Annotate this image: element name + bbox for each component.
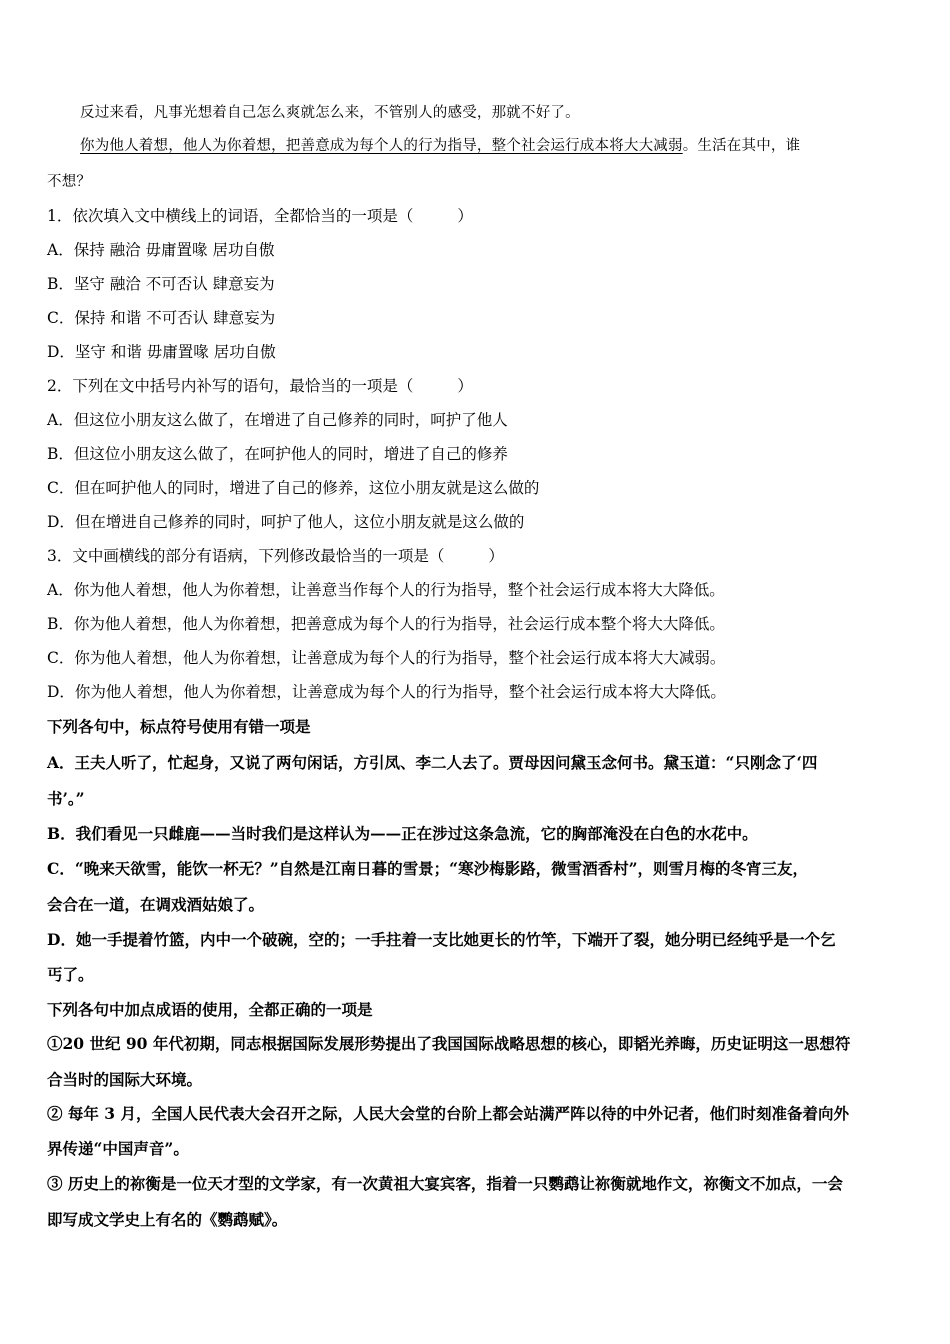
- question-1-option-b: B．坚守 融洽 不可否认 肆意妄为: [47, 275, 275, 293]
- question-3-option-a: A．你为他人着想，他人为你着想，让善意当作每个人的行为指导，整个社会运行成本将大大降低。: [47, 581, 725, 599]
- question-4-option-a-line-1: A．王夫人听了，忙起身，又说了两句闲话，方引凤、李二人去了。贾母因问黛玉念何书。黛玉道：“只刚念了‘四: [47, 753, 818, 772]
- question-4-option-a-line-2: 书’。”: [47, 789, 85, 808]
- passage-line-2-rest: 。生活在其中，谁: [682, 138, 801, 154]
- question-1-option-d: D．坚守 和谐 毋庸置喙 居功自傲: [47, 343, 276, 361]
- question-4-option-d-line-1: D．她一手提着竹篮，内中一个破碗，空的；一手拄着一支比她更长的竹竿，下端开了裂，她分明已经纯乎是一个乞: [47, 930, 836, 949]
- question-1-close: ）: [457, 207, 473, 225]
- question-2-text: 2．下列在文中括号内补写的语句，最恰当的一项是（: [47, 377, 414, 395]
- question-4-stem: 下列各句中，标点符号使用有错一项是: [47, 717, 311, 736]
- question-3-option-c: C．你为他人着想，他人为你着想，让善意成为每个人的行为指导，整个社会运行成本将大大减弱。: [47, 649, 726, 667]
- question-3-stem: [47, 546, 504, 566]
- passage-line-2: [80, 136, 800, 156]
- question-3-text: 3．文中画横线的部分有语病，下列修改最恰当的一项是（: [47, 547, 445, 565]
- underlined-sentence: 你为他人着想，他人为你着想，把善意成为每个人的行为指导，整个社会运行成本将大大减弱: [80, 138, 683, 154]
- question-4-option-c-line-2: 会合在一道，在调戏酒姑娘了。: [47, 895, 265, 914]
- question-2-option-a: A．但这位小朋友这么做了，在增进了自己修养的同时，呵护了他人: [47, 411, 508, 429]
- question-4-option-b: B．我们看见一只雌鹿——当时我们是这样认为——正在涉过这条急流，它的胸部淹没在白色的水花中。: [47, 824, 758, 843]
- question-3-option-b: B．你为他人着想，他人为你着想，把善意成为每个人的行为指导，社会运行成本整个将大大降低。: [47, 615, 725, 633]
- question-5-item-1-line-1: ①20 世纪 90 年代初期，同志根据国际发展形势提出了我国国际战略思想的核心，即韬光养晦，历史证明这一思想符: [47, 1034, 851, 1053]
- question-3-option-d: D．你为他人着想，他人为你着想，让善意成为每个人的行为指导，整个社会运行成本将大大降低。: [47, 683, 726, 701]
- question-2-option-d: D．但在增进自己修养的同时，呵护了他人，这位小朋友就是这么做的: [47, 513, 525, 531]
- passage-line-1: 反过来看，凡事光想着自己怎么爽就怎么来，不管别人的感受，那就不好了。: [80, 105, 580, 121]
- passage-line-3: 不想？: [47, 174, 92, 190]
- question-4-option-d-line-2: 丐了。: [47, 965, 94, 984]
- question-5-item-2-line-1: ② 每年 3 月，全国人民代表大会召开之际，人民大会堂的台阶上都会站满严阵以待的中外记者，他们时刻准备着向外: [47, 1104, 849, 1123]
- question-5-item-1-line-2: 合当时的国际大环境。: [47, 1070, 203, 1089]
- question-1-stem: [47, 206, 473, 226]
- question-2-option-b: B．但这位小朋友这么做了，在呵护他人的同时，增进了自己的修养: [47, 445, 508, 463]
- question-5-item-3-line-2: 即写成文学史上有名的《鹦鹉赋》。: [47, 1210, 288, 1229]
- question-4-option-c-line-1: C．“晚来天欲雪，能饮一杯无？”自然是江南日暮的雪景；“寒沙梅影路，微雪酒香村”，则雪月梅的冬宵三友，: [47, 859, 809, 878]
- question-3-close: ）: [488, 547, 504, 565]
- question-5-stem: 下列各句中加点成语的使用，全都正确的一项是: [47, 1000, 373, 1019]
- question-1-option-a: A．保持 融洽 毋庸置喙 居功自傲: [47, 241, 275, 259]
- question-2-option-c: C．但在呵护他人的同时，增进了自己的修养，这位小朋友就是这么做的: [47, 479, 540, 497]
- question-2-close: ）: [457, 377, 473, 395]
- question-2-stem: [47, 376, 473, 396]
- question-1-option-c: C．保持 和谐 不可否认 肆意妄为: [47, 309, 276, 327]
- question-1-text: 1．依次填入文中横线上的词语，全都恰当的一项是（: [47, 207, 414, 225]
- question-5-item-2-line-2: 界传递“中国声音”。: [47, 1139, 189, 1158]
- question-5-item-3-line-1: ③ 历史上的祢衡是一位天才型的文学家，有一次黄祖大宴宾客，指着一只鹦鹉让祢衡就地作文，祢衡文不加点，一会: [47, 1174, 843, 1193]
